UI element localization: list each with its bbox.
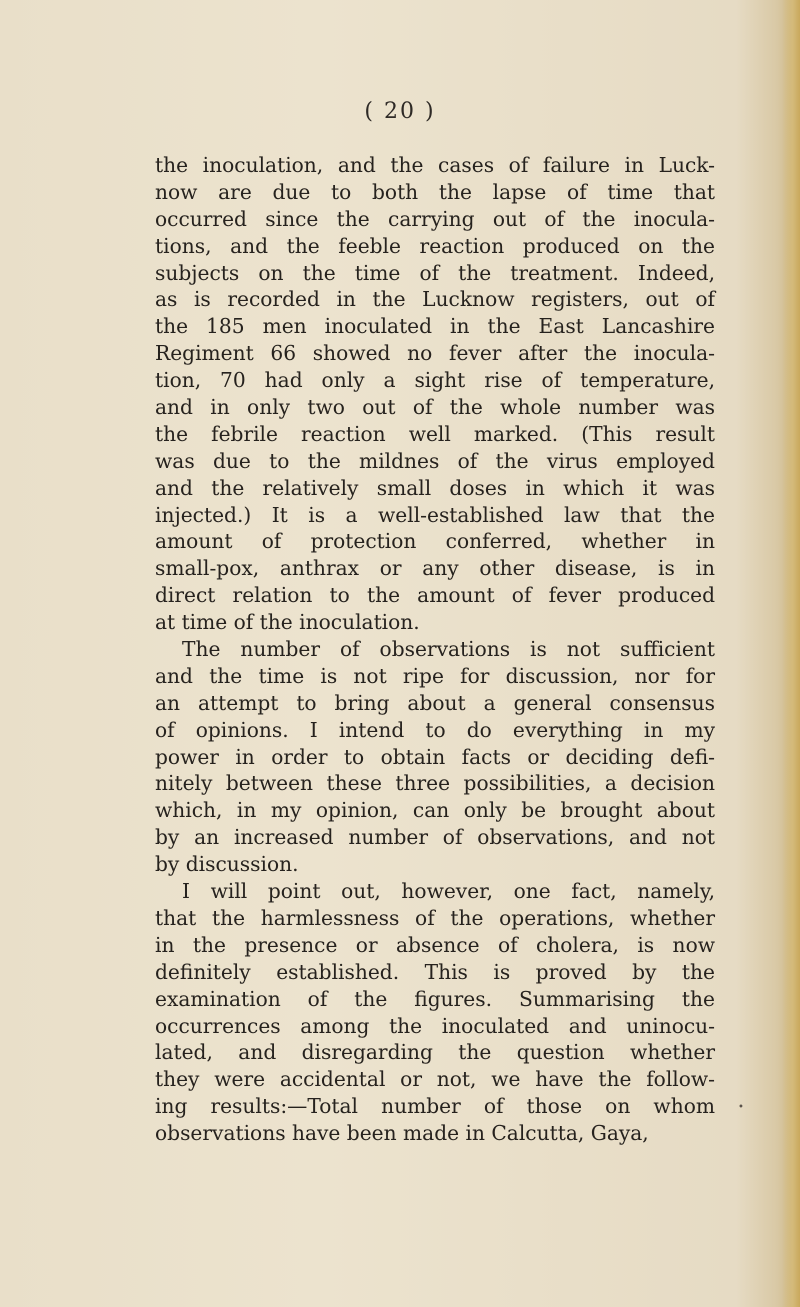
text-line: occurred since the carrying out of the inocula- bbox=[155, 206, 715, 231]
text-line: ing results:—Total number of those on whom bbox=[155, 1094, 715, 1119]
text-line: occurrences among the inoculated and uninocu- bbox=[155, 1013, 715, 1038]
text-line: by an increased number of observations, and not bbox=[155, 825, 715, 850]
text-line: amount of protection conferred, whether in bbox=[155, 529, 715, 554]
text-line: injected.) It is a well-established law that the bbox=[155, 502, 715, 527]
text-line: direct relation to the amount of fever produced bbox=[155, 583, 715, 608]
text-line: as is recorded in the Lucknow registers, out of bbox=[155, 287, 715, 312]
text-line: Regiment 66 showed no fever after the inocula- bbox=[155, 341, 715, 366]
page-number: ( 20 ) bbox=[364, 99, 436, 124]
text-line: The number of observations is not sufficient bbox=[182, 637, 715, 662]
text-line: now are due to both the lapse of time that bbox=[155, 179, 715, 204]
body-text bbox=[155, 152, 715, 1147]
text-line: subjects on the time of the treatment. Indeed, bbox=[155, 260, 715, 285]
text-line: in the presence or absence of cholera, is now bbox=[155, 932, 715, 957]
text-line: observations have been made in Calcutta, Gaya, bbox=[155, 1121, 649, 1146]
text-line: the 185 men inoculated in the East Lancashire bbox=[155, 314, 715, 339]
text-line: I will point out, however, one fact, namely, bbox=[182, 879, 715, 904]
text-line: was due to the mildnes of the virus employed bbox=[155, 448, 715, 473]
text-line: by discussion. bbox=[155, 852, 299, 877]
text-line: small-pox, anthrax or any other disease, is in bbox=[155, 556, 715, 581]
text-line: definitely established. This is proved by the bbox=[155, 959, 715, 984]
text-line: at time of the inoculation. bbox=[155, 610, 420, 635]
text-line: the febrile reaction well marked. (This result bbox=[155, 421, 715, 446]
text-line: examination of the figures. Summarising the bbox=[155, 986, 715, 1011]
text-line: and in only two out of the whole number was bbox=[155, 395, 715, 420]
text-line: and the time is not ripe for discussion, nor for bbox=[155, 663, 715, 688]
text-line: that the harmlessness of the operations, whether bbox=[155, 905, 715, 930]
text-line: they were accidental or not, we have the follow- bbox=[155, 1067, 715, 1092]
text-line: of opinions. I intend to do everything in my bbox=[155, 717, 715, 742]
text-line: the inoculation, and the cases of failure in Luck- bbox=[155, 153, 715, 177]
text-line: which, in my opinion, can only be brought about bbox=[155, 798, 715, 823]
text-line: nitely between these three possibilities, a decision bbox=[155, 771, 715, 796]
text-line: tion, 70 had only a sight rise of temperature, bbox=[155, 368, 715, 393]
text-line: lated, and disregarding the question whether bbox=[155, 1040, 715, 1065]
page-edge-shadow bbox=[782, 0, 800, 1307]
text-line: tions, and the feeble reaction produced on the bbox=[155, 233, 715, 258]
speck-mark: • bbox=[738, 1102, 744, 1113]
text-line: and the relatively small doses in which it was bbox=[155, 475, 715, 500]
text-line: power in order to obtain facts or deciding defi- bbox=[155, 744, 715, 769]
text-line: an attempt to bring about a general consensus bbox=[155, 690, 715, 715]
